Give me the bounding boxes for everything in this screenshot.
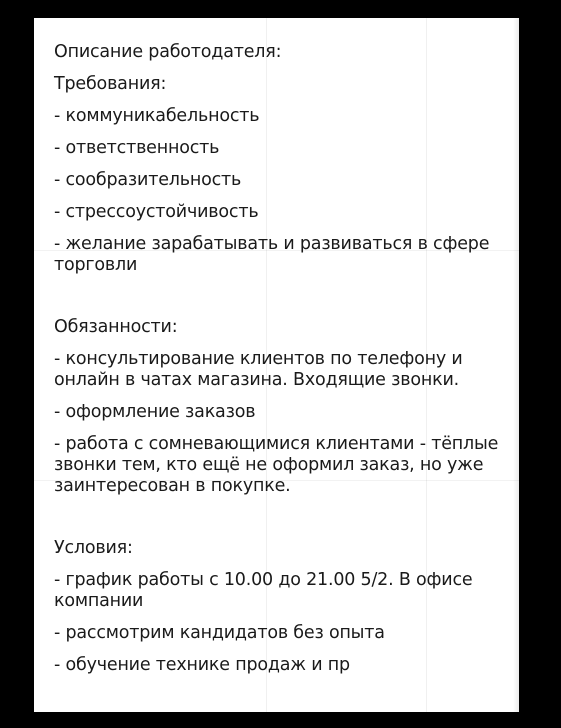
list-item: - сообразительность	[54, 170, 242, 190]
vacancy-text	[54, 42, 519, 687]
section-spacer	[54, 508, 519, 538]
list-item: - график работы с 10.00 до 21.00 5/2. В офисе компании	[54, 570, 473, 611]
document-page	[34, 18, 519, 712]
conditions-heading: Условия:	[54, 538, 133, 558]
list-item: - работа с сомневающимися клиентами - тёплые звонки тем, кто ещё не оформил заказ, но уже заинтересован в покупке.	[54, 434, 499, 496]
list-item: - консультирование клиентов по телефону и онлайн в чатах магазина. Входящие звонки.	[54, 349, 463, 390]
list-item: - стрессоустойчивость	[54, 202, 259, 222]
list-item: - ответственность	[54, 138, 220, 158]
employer-heading: Описание работодателя:	[54, 42, 282, 62]
duties-heading: Обязанности:	[54, 317, 178, 337]
requirements-heading: Требования:	[54, 74, 167, 94]
list-item: - коммуникабельность	[54, 106, 260, 126]
list-item: - обучение технике продаж и пр	[54, 655, 350, 675]
list-item: - желание зарабатывать и развиваться в сфере торговли	[54, 234, 490, 275]
list-item: - оформление заказов	[54, 402, 256, 422]
list-item: - рассмотрим кандидатов без опыта	[54, 623, 385, 643]
section-spacer	[54, 287, 519, 317]
